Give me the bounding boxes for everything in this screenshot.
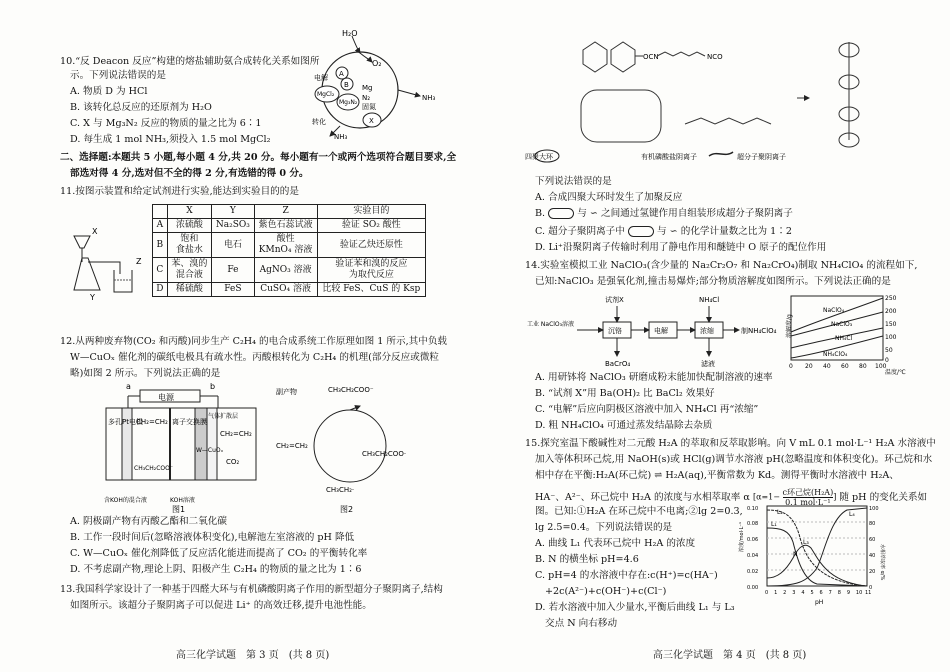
q14-x-tick: 0 — [789, 363, 793, 370]
q14-x-tick: 100 — [875, 363, 887, 370]
q11-apparatus — [68, 218, 150, 300]
q10-option-d: D. 每生成 1 mol NH₃,须投入 1.5 mol MgCl₂ — [70, 134, 271, 145]
q15-x-tick: 5 — [810, 590, 814, 596]
q12-option-b: B. 工作一段时间后(忽略溶液体积变化),电解池左室溶液的 pH 降低 — [70, 532, 355, 543]
table-row — [153, 233, 426, 258]
q10-stem-line1: 10.“反 Deacon 反应”构建的熔盐辅助氨合成转化关系如图所 — [60, 56, 320, 67]
q15-x-tick: 6 — [819, 590, 823, 596]
q12-option-d: D. 不考虑副产物,理论上阴、阳极产生 C₂H₄ 的物质的量之比为 1∶6 — [70, 564, 362, 575]
section2-header-line1: 二、选择题:本题共 5 小题,每小题 4 分,共 20 分。每小题有一个或两个选项符合题目要求,全 — [60, 152, 457, 163]
q13-legend-polyanion: 超分子聚阴离子 — [737, 153, 786, 161]
q14-x-tick: 60 — [841, 363, 849, 370]
q10-option-c: C. X 与 Mg₃N₂ 反应的物质的量之比为 6∶1 — [70, 118, 262, 129]
q13-option-c-and: 与 — [656, 226, 667, 237]
q10-o2-label: O₂ — [372, 59, 382, 68]
q15-formula-denominator: 0.1 mol·L⁻¹ — [785, 498, 831, 507]
q11-z-label: Z — [136, 257, 142, 266]
q11-x-label: X — [92, 227, 98, 236]
q14-product: 制NH₄ClO₄ — [741, 327, 777, 335]
q13-option-c-text: 的化学计量数之比为 1∶2 — [680, 226, 792, 237]
q12-fig2-top: CH₃CH₂COO⁻ — [328, 386, 374, 394]
q12-solution-right: KOH溶液 — [170, 497, 195, 504]
q15-curve-l3: L₃ — [803, 539, 809, 546]
q12-option-a: A. 阴极副产物有丙酸乙酯和二氧化碳 — [70, 516, 227, 527]
q14-stem-line2: 已知:NaClO₃ 是强氧化剂,撞击易爆炸;部分物质溶解度如图所示。下列说法正确的是 — [535, 276, 891, 287]
q12-c2h4-right: CH₂=CH₂ — [220, 430, 252, 438]
q12-stem-line2: W—CuOₓ 催化剂的碳纸电极具有疏水性。丙酸根转化为 C₂H₄ 的机理(部分反应或微粒 — [70, 352, 440, 363]
q12-b-terminal: b — [210, 382, 216, 391]
q15-x-tick: 10 — [855, 590, 863, 596]
q12-co2: CO₂ — [226, 458, 240, 466]
q12-pt-electrode: 多孔Pt电极 — [108, 418, 143, 426]
q15-stem-line5: 图。已知:①H₂A 在环己烷中不电离;②lg 2=0.3, — [535, 506, 743, 517]
q13-stem-line1: 13.我国科学家设计了一种基于四醛大环与有机磷酸阴离子作用的新型超分子聚阴离子,结构 — [60, 584, 443, 595]
table-cell: 稀硫酸 — [167, 283, 211, 297]
q11-reagent-table — [152, 204, 426, 297]
q12-membrane: 离子交换膜 — [172, 418, 207, 426]
table-cell: FeS — [212, 283, 254, 297]
q15-y-tick: 0.10 — [747, 506, 759, 512]
table-cell: 苯、溴的 混合液 — [167, 258, 211, 283]
q12-byproduct: 副产物 — [276, 388, 297, 396]
q12-fig2-left: CH₂=CH₂ — [276, 442, 308, 450]
q12-option-c: C. W—CuOₓ 催化剂降低了反应活化能进而提高了 CO₂ 的平衡转化率 — [70, 548, 368, 559]
q12-gas-layer: 气体扩散层 — [208, 413, 239, 420]
q15-option-b: B. N 的横坐标 pH=4.6 — [535, 554, 639, 565]
q15-xlabel: pH — [815, 599, 824, 606]
q13-option-b-and: 与 — [577, 208, 587, 219]
q15-stem-line1: 15.探究室温下酸碱性对二元酸 H₂A 的萃取和反萃取影响。向 V mL 0.1 mol·L⁻¹ H₂A 水溶液中 — [525, 438, 936, 449]
q10-solid-label: 固氮 — [362, 103, 376, 111]
right-page-footer: 高三化学试题 第 4 页 (共 8 页) — [653, 650, 807, 661]
table-cell: 浓硫酸 — [167, 219, 211, 233]
q10-convert-label: 转化 — [312, 118, 326, 126]
q15-y2-tick: 100 — [869, 506, 879, 512]
q15-curve-l4: L₄ — [849, 511, 855, 518]
anion-chain-icon: ∽ — [669, 226, 678, 237]
q12-fig2-mid: CH₃CH₂COO· — [362, 450, 407, 458]
q15-ylabel-left: 浓度/mol·L⁻¹ — [739, 521, 745, 552]
q14-x-tick: 20 — [805, 363, 813, 370]
table-header-cell: Y — [212, 205, 254, 219]
q15-stem-line4b: 随 pH 的变化关系如 — [839, 492, 928, 503]
q15-x-tick: 4 — [801, 590, 805, 596]
q15-x-tick: 7 — [828, 590, 832, 596]
q15-option-d-line1: D. 若水溶液中加入少量水,平衡后曲线 L₁ 与 L₃ — [535, 602, 735, 613]
q15-formula: [α=1− c环己烷(H₂A) 0.1 mol·L⁻¹ ] — [752, 488, 837, 507]
table-cell: 饱和 食盐水 — [167, 233, 211, 258]
q15-y2-tick: 60 — [869, 537, 876, 543]
q10-option-b: B. 该转化总反应的还原剂为 H₂O — [70, 102, 212, 113]
table-cell: Fe — [212, 258, 254, 283]
table-cell: B — [153, 233, 168, 258]
q14-step-concentrate: 浓缩 — [700, 327, 714, 335]
q12-c2h4-left: CH₂=CH₂ — [136, 418, 168, 426]
q15-x-tick: 11 — [865, 590, 872, 596]
q14-y-tick: 50 — [885, 347, 893, 354]
q15-x-tick: 0 — [765, 590, 769, 596]
q15-option-c-line1: C. pH=4 的水溶液中存在:c(H⁺)=c(HA⁻) — [535, 570, 718, 581]
q10-nh3-right-label: NH₃ — [422, 94, 436, 102]
q10-electrolysis-label: 电解 — [314, 74, 328, 82]
q15-option-a: A. 曲线 L₁ 代表环己烷中 H₂A 的浓度 — [535, 538, 696, 549]
q10-mgcl2-label: MgCl₂ — [317, 91, 335, 98]
section2-header-line2: 部选对得 4 分,选对但不全的得 2 分,有选错的得 0 分。 — [70, 168, 309, 179]
q14-step-precipitate: 沉铬 — [608, 327, 622, 335]
q14-series-nh4clo4: NH₄ClO₄ — [823, 351, 848, 358]
q12-stem-line1: 12.从两种废弃物(CO₂ 和丙酸)同步生产 C₂H₄ 的电合成系统工作原理如图 1 所示,其中负载 — [60, 336, 448, 347]
table-cell: 酸性 KMnO₄ 溶液 — [254, 233, 317, 258]
macrocycle-icon — [548, 208, 574, 219]
q14-ylabel: 溶解度/g — [786, 314, 793, 338]
q10-a-label: A — [339, 70, 344, 78]
q15-x-tick: 8 — [837, 590, 841, 596]
table-cell: 紫色石蕊试液 — [254, 219, 317, 233]
q12-power-label: 电源 — [158, 393, 174, 402]
q14-xlabel: 温度/℃ — [885, 369, 906, 376]
left-page-footer: 高三化学试题 第 3 页 (共 8 页) — [176, 650, 330, 661]
q15-point-n: N — [793, 551, 798, 558]
q15-formula-numerator: c环己烷(H₂A) — [782, 488, 834, 497]
q15-stem-line3: 相中存在平衡:H₂A(环己烷) ⇌ H₂A(aq),平衡常数为 Kd。测得平衡时水溶液中 H₂A、 — [535, 470, 899, 481]
anion-chain-icon: ∽ — [589, 208, 598, 219]
q14-option-d: D. 粗 NH₄ClO₄ 可通过蒸发结晶除去杂质 — [535, 420, 713, 431]
q12-solution-left: 含KOH的混合液 — [104, 497, 147, 504]
q12-a-terminal: a — [126, 382, 131, 391]
q14-feed: 工业 NaClO₃溶液 — [527, 321, 575, 328]
q12-catalyst: W—CuOₓ — [196, 447, 224, 454]
q13-option-b-text: 之间通过氢键作用自组装形成超分子聚阴离子 — [601, 208, 793, 219]
q13-ocn-label: OCN — [643, 53, 659, 61]
q15-x-tick: 3 — [792, 590, 796, 596]
q15-stem-line4a: HA⁻、A²⁻、环己烷中 H₂A 的浓度与水相萃取率 α — [535, 492, 750, 503]
q15-ylabel-right: 水相萃取率 α/% — [879, 544, 885, 581]
q14-bacro4: BaCrO₄ — [605, 360, 631, 368]
table-cell: A — [153, 219, 168, 233]
table-header-cell: 实验目的 — [317, 205, 425, 219]
q14-y-tick: 100 — [885, 334, 897, 341]
table-row — [153, 283, 426, 297]
q15-y2-tick: 20 — [869, 569, 876, 575]
q14-solubility-graph — [775, 292, 915, 374]
table-cell: CuSO₄ 溶液 — [254, 283, 317, 297]
q10-n2-label: N₂ — [362, 94, 371, 102]
q15-y-tick: 0.00 — [747, 585, 759, 591]
table-header-cell: Z — [254, 205, 317, 219]
table-cell: 验证 SO₂ 酸性 — [317, 219, 425, 233]
q15-y2-tick: 40 — [869, 553, 876, 559]
q15-x-ticks — [765, 590, 871, 596]
q15-y-tick: 0.08 — [747, 521, 759, 527]
q13-option-c — [535, 226, 792, 238]
q14-nh4cl-input: NH₄Cl — [699, 296, 720, 304]
q15-option-c-line2: +2c(A²⁻)+c(OH⁻)+c(Cl⁻) — [545, 586, 667, 597]
q14-flowchart — [525, 292, 775, 372]
q14-option-a: A. 用研钵将 NaClO₃ 研磨成粉末能加快配制溶液的速率 — [535, 372, 773, 383]
q10-option-a: A. 物质 D 为 HCl — [70, 86, 148, 97]
q13-option-d: D. Li⁺沿聚阴离子传输时利用了静电作用和醚链中 O 原子的配位作用 — [535, 242, 827, 253]
table-cell: 验证乙炔还原性 — [317, 233, 425, 258]
q15-option-d-line2: 交点 N 向右移动 — [545, 618, 618, 629]
table-header-cell: X — [167, 205, 211, 219]
q13-stem-line2: 如图所示。该超分子聚阴离子可以促进 Li⁺ 的高效迁移,提升电池性能。 — [70, 600, 372, 611]
q12-propionate: CH₃CH₂COO⁻ — [134, 465, 174, 472]
q15-formula-prefix: α=1− — [756, 492, 780, 502]
table-cell: 比较 FeS、CuS 的 Ksp — [317, 283, 425, 297]
q13-option-a: A. 合成四聚大环时发生了加聚反应 — [535, 192, 683, 203]
q12-figure2 — [270, 384, 420, 512]
table-cell: D — [153, 283, 168, 297]
q15-x-tick: 9 — [846, 590, 851, 596]
q14-y-tick: 0 — [885, 357, 889, 364]
q12-stem-line3: 略)如图 2 所示。下列说法正确的是 — [70, 368, 221, 379]
q15-curve-l2: L₂ — [777, 509, 783, 516]
q15-y-tick: 0.04 — [747, 553, 759, 559]
q10-x-label: X — [369, 117, 374, 125]
q12-figure1 — [100, 384, 260, 512]
q15-stem-line2: 加入等体积环己烷,用 NaOH(s)或 HCl(g)调节水溶液 pH(忽略温度和体积变化)。环己烷和水 — [535, 454, 933, 465]
q14-series-naclo3: NaClO₃ — [831, 321, 853, 328]
q14-x-tick: 80 — [859, 363, 867, 370]
q15-distribution-graph — [737, 498, 887, 608]
q13-legend-anion: 有机磷酸盐阴离子 — [641, 153, 697, 161]
q10-nh3-bottom-label: NH₃ — [334, 133, 348, 141]
q11-stem: 11.按图示装置和给定试剂进行实验,能达到实验目的的是 — [60, 186, 299, 197]
q13-legend-macrocycle: 四聚大环 — [525, 153, 553, 161]
q15-y2-tick: 0 — [869, 585, 873, 591]
table-cell: C — [153, 258, 168, 283]
table-cell: 电石 — [212, 233, 254, 258]
q14-x-tick: 40 — [823, 363, 831, 370]
table-cell: AgNO₃ 溶液 — [254, 258, 317, 283]
q14-y-tick: 250 — [885, 295, 897, 302]
q13-structure-figure — [525, 28, 905, 161]
q13-option-b-prefix: B. — [535, 208, 546, 219]
q11-y-label: Y — [90, 293, 95, 302]
table-cell: 验证苯和溴的反应 为取代反应 — [317, 258, 425, 283]
q14-stem-line1: 14.实验室模拟工业 NaClO₃(含少量的 Na₂Cr₂O₇ 和 Na₂CrO₄)制取 NH₄ClO₄ 的流程如下, — [525, 260, 918, 271]
table-header-cell — [153, 205, 168, 219]
q13-option-c-prefix: C. 超分子聚阴离子中 — [535, 226, 625, 237]
table-row — [153, 258, 426, 283]
q15-y-tick: 0.06 — [747, 537, 759, 543]
q15-y2-tick: 80 — [869, 521, 876, 527]
table-cell: Na₂SO₃ — [212, 219, 254, 233]
q15-y-tick: 0.02 — [747, 569, 759, 575]
q14-step-electrolysis: 电解 — [654, 327, 668, 335]
q14-option-b: B. “试剂 X”用 Ba(OH)₂ 比 BaCl₂ 效果好 — [535, 388, 715, 399]
q14-y-tick: 150 — [885, 321, 897, 328]
q10-mg3n2-label: Mg₃N₂ — [339, 99, 358, 106]
macrocycle-icon — [628, 226, 654, 237]
q10-stem-line2: 示。下列说法错误的是 — [70, 70, 166, 81]
q14-series-naclo4: NaClO₄ — [823, 307, 845, 314]
q14-option-c: C. “电解”后应向阴极区溶液中加入 NH₄Cl 再“浓缩” — [535, 404, 759, 415]
q13-nco-label: NCO — [707, 53, 723, 61]
q15-stem-line6: lg 2.5=0.4。下列说法错误的是 — [535, 522, 673, 533]
q15-curve-l1: L₁ — [771, 521, 777, 528]
q10-b-label: B — [344, 81, 349, 89]
q14-y-tick: 200 — [885, 308, 897, 315]
q13-option-b — [535, 208, 793, 220]
q12-fig2-radical: CH₃CH₂· — [326, 486, 355, 494]
q14-filtrate: 滤液 — [701, 360, 715, 368]
q15-x-tick: 2 — [783, 590, 787, 596]
q12-fig1-caption: 图1 — [172, 505, 186, 514]
q14-series-nh4cl: NH₄Cl — [835, 335, 853, 342]
q13-question: 下列说法错误的是 — [535, 176, 612, 187]
q12-fig2-caption: 图2 — [340, 505, 354, 514]
table-row — [153, 219, 426, 233]
q14-reagent-x: 试剂X — [605, 296, 624, 304]
q10-cycle-diagram — [300, 28, 440, 140]
q10-h2o-label: H₂O — [342, 29, 358, 38]
right-page — [475, 0, 950, 672]
q10-mg-label: Mg — [362, 84, 373, 92]
q15-x-tick: 1 — [774, 590, 778, 596]
table-header-row — [153, 205, 426, 219]
